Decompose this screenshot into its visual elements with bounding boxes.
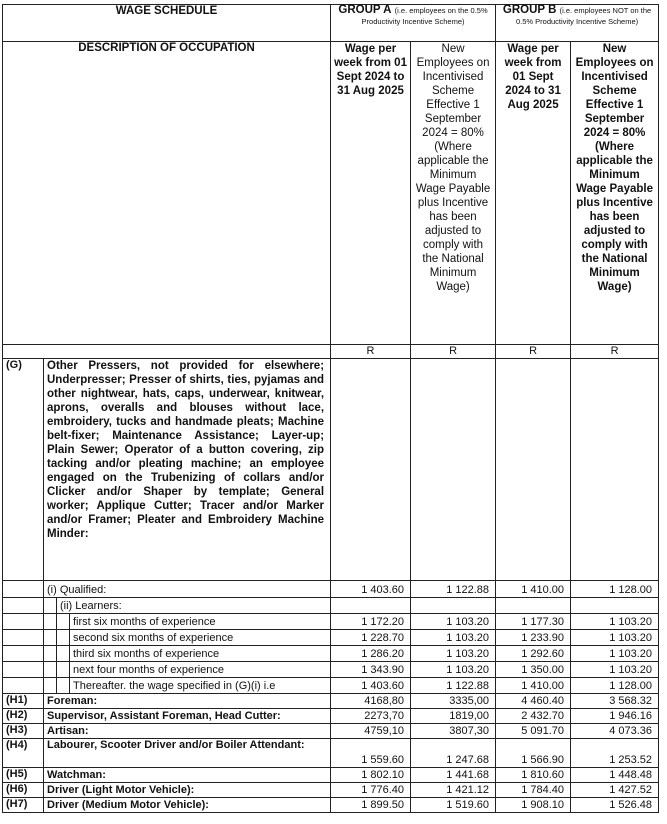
description-heading: DESCRIPTION OF OCCUPATION (3, 42, 331, 345)
learner-a-wage: 1 286.20 (331, 646, 411, 662)
qualified-a-new: 1 122.88 (411, 581, 496, 598)
learner-b-new: 1 128.00 (571, 678, 659, 694)
wage-schedule-table (2, 4, 659, 813)
group-b-note: (i.e. employees NOT on the 0.5% Productivity Incentive Scheme) (515, 6, 652, 26)
row-code: (H4) (3, 739, 44, 768)
group-a-new-heading: New Employees on Incentivised Scheme Effective 1 September 2024 = 80% (Where applicable the Minimum Wage Payable plus Incentive has been adjusted to comply with the National Minimum Wage) (411, 42, 496, 345)
group-b-new-heading: New Employees on Incentivised Scheme Effective 1 September 2024 = 80% (Where applicable the Minimum Wage Payable plus Incentive has been adjusted to comply with the National Minimum Wage) (571, 42, 659, 345)
currency-b-wage: R (496, 345, 571, 359)
table-row (3, 630, 659, 646)
learner-a-wage: 1 343.90 (331, 662, 411, 678)
row-a-new: 3335,00 (411, 694, 496, 709)
row-b-new: 1 448.48 (571, 768, 659, 783)
learner-label: third six months of experience (70, 646, 331, 662)
empty-cell (3, 581, 44, 598)
row-label: Supervisor, Assistant Foreman, Head Cutter: (44, 709, 331, 724)
row-b-new: 1 526.48 (571, 798, 659, 813)
row-a-new: 1 421.12 (411, 783, 496, 798)
row-b-wage: 2 432.70 (496, 709, 571, 724)
row-label: Foreman: (44, 694, 331, 709)
row-label: Artisan: (44, 724, 331, 739)
qualified-b-wage: 1 410.00 (496, 581, 571, 598)
learner-b-wage: 1 350.00 (496, 662, 571, 678)
empty-cell (44, 598, 57, 614)
table-row (3, 768, 659, 783)
table-row (3, 798, 659, 813)
empty-cell (331, 359, 411, 581)
row-code: (H2) (3, 709, 44, 724)
table-row (3, 739, 659, 768)
learner-label: first six months of experience (70, 614, 331, 630)
empty-cell (3, 598, 44, 614)
group-b-wage-heading: Wage per week from 01 Sept 2024 to 31 Aug 2025 (496, 42, 571, 345)
empty-cell (331, 598, 411, 614)
group-a-note: (i.e. employees on the 0.5% Productivity Incentive Scheme) (361, 6, 488, 26)
group-b-label: GROUP B (502, 4, 557, 16)
row-a-new: 1 519.60 (411, 798, 496, 813)
table-row (3, 694, 659, 709)
table-row (3, 662, 659, 678)
learner-a-new: 1 122.88 (411, 678, 496, 694)
row-label: Watchman: (44, 768, 331, 783)
table-row (3, 709, 659, 724)
row-a-new: 3807,30 (411, 724, 496, 739)
row-a-new: 1819,00 (411, 709, 496, 724)
row-b-wage: 4 460.40 (496, 694, 571, 709)
learner-a-wage: 1 228.70 (331, 630, 411, 646)
row-b-new: 4 073.36 (571, 724, 659, 739)
row-code: (H7) (3, 798, 44, 813)
wage-schedule-title: WAGE SCHEDULE (3, 5, 331, 42)
empty-cell (411, 598, 496, 614)
row-code: (H6) (3, 783, 44, 798)
table-row (3, 783, 659, 798)
learner-a-new: 1 103.20 (411, 646, 496, 662)
row-b-new: 1 253.52 (571, 739, 659, 768)
learner-a-new: 1 103.20 (411, 662, 496, 678)
row-a-wage: 4168,80 (331, 694, 411, 709)
empty-cell (496, 598, 571, 614)
row-a-wage: 1 899.50 (331, 798, 411, 813)
row-a-wage: 1 802.10 (331, 768, 411, 783)
row-b-new: 1 427.52 (571, 783, 659, 798)
learner-a-new: 1 103.20 (411, 614, 496, 630)
row-code: (H1) (3, 694, 44, 709)
row-a-wage: 1 776.40 (331, 783, 411, 798)
row-code: (H5) (3, 768, 44, 783)
row-code: (H3) (3, 724, 44, 739)
row-label: Driver (Light Motor Vehicle): (44, 783, 331, 798)
empty-cell (571, 359, 659, 581)
learner-a-new: 1 103.20 (411, 630, 496, 646)
currency-b-new: R (571, 345, 659, 359)
learner-b-wage: 1 292.60 (496, 646, 571, 662)
row-label: Driver (Medium Motor Vehicle): (44, 798, 331, 813)
row-b-wage: 1 784.40 (496, 783, 571, 798)
learner-b-wage: 1 177.30 (496, 614, 571, 630)
section-g-description: Other Pressers, not provided for elsewhere; Underpresser; Presser of shirts, ties, pyjamas and other nightwear, hats, caps, underwear, knitwear, aprons, overalls and blouses without lace, embroidery, tucks and handmade pleats; Machine belt-fixer; Maintenance Assistance; Layer-up; Plain Sewer; Operator of a button covering, zip tacking and/or pleating machine; an employee engaged on the Trubenizing of collars and/or Clicker and/or Shaper by template; General worker; Applique Cutter; Tracer and/or Marker and/or Framer; Pleater and Embroidery Machine Minder: (44, 359, 331, 581)
section-g-code: (G) (3, 359, 44, 581)
row-a-wage: 2273,70 (331, 709, 411, 724)
row-b-wage: 1 810.60 (496, 768, 571, 783)
currency-a-wage: R (331, 345, 411, 359)
row-a-new: 1 441.68 (411, 768, 496, 783)
empty-cell (411, 359, 496, 581)
row-a-wage: 4759,10 (331, 724, 411, 739)
learner-a-wage: 1 403.60 (331, 678, 411, 694)
table-row (3, 724, 659, 739)
qualified-label: (i) Qualified: (44, 581, 331, 598)
group-a-header (331, 5, 496, 42)
learner-a-wage: 1 172.20 (331, 614, 411, 630)
qualified-b-new: 1 128.00 (571, 581, 659, 598)
group-a-label: GROUP A (338, 4, 392, 16)
row-a-new: 1 247.68 (411, 739, 496, 768)
learner-label: next four months of experience (70, 662, 331, 678)
row-b-wage: 1 566.90 (496, 739, 571, 768)
learners-label: (ii) Learners: (57, 598, 331, 614)
empty-cell (571, 598, 659, 614)
row-b-new: 3 568.32 (571, 694, 659, 709)
table-row (3, 614, 659, 630)
group-b-header (496, 5, 659, 42)
learner-label: Thereafter. the wage specified in (G)(i) i.e (70, 678, 331, 694)
empty-cell (496, 359, 571, 581)
learner-b-wage: 1 410.00 (496, 678, 571, 694)
learner-b-new: 1 103.20 (571, 646, 659, 662)
row-label: Labourer, Scooter Driver and/or Boiler Attendant: (44, 739, 331, 768)
currency-a-new: R (411, 345, 496, 359)
currency-row-blank (3, 345, 331, 359)
learner-b-wage: 1 233.90 (496, 630, 571, 646)
learner-b-new: 1 103.20 (571, 662, 659, 678)
table-row (3, 646, 659, 662)
row-b-wage: 5 091.70 (496, 724, 571, 739)
learner-label: second six months of experience (70, 630, 331, 646)
learner-b-new: 1 103.20 (571, 614, 659, 630)
table-row (3, 678, 659, 694)
row-a-wage: 1 559.60 (331, 739, 411, 768)
group-a-wage-heading: Wage per week from 01 Sept 2024 to 31 Aug 2025 (331, 42, 411, 345)
row-b-wage: 1 908.10 (496, 798, 571, 813)
qualified-a-wage: 1 403.60 (331, 581, 411, 598)
learner-b-new: 1 103.20 (571, 630, 659, 646)
row-b-new: 1 946.16 (571, 709, 659, 724)
